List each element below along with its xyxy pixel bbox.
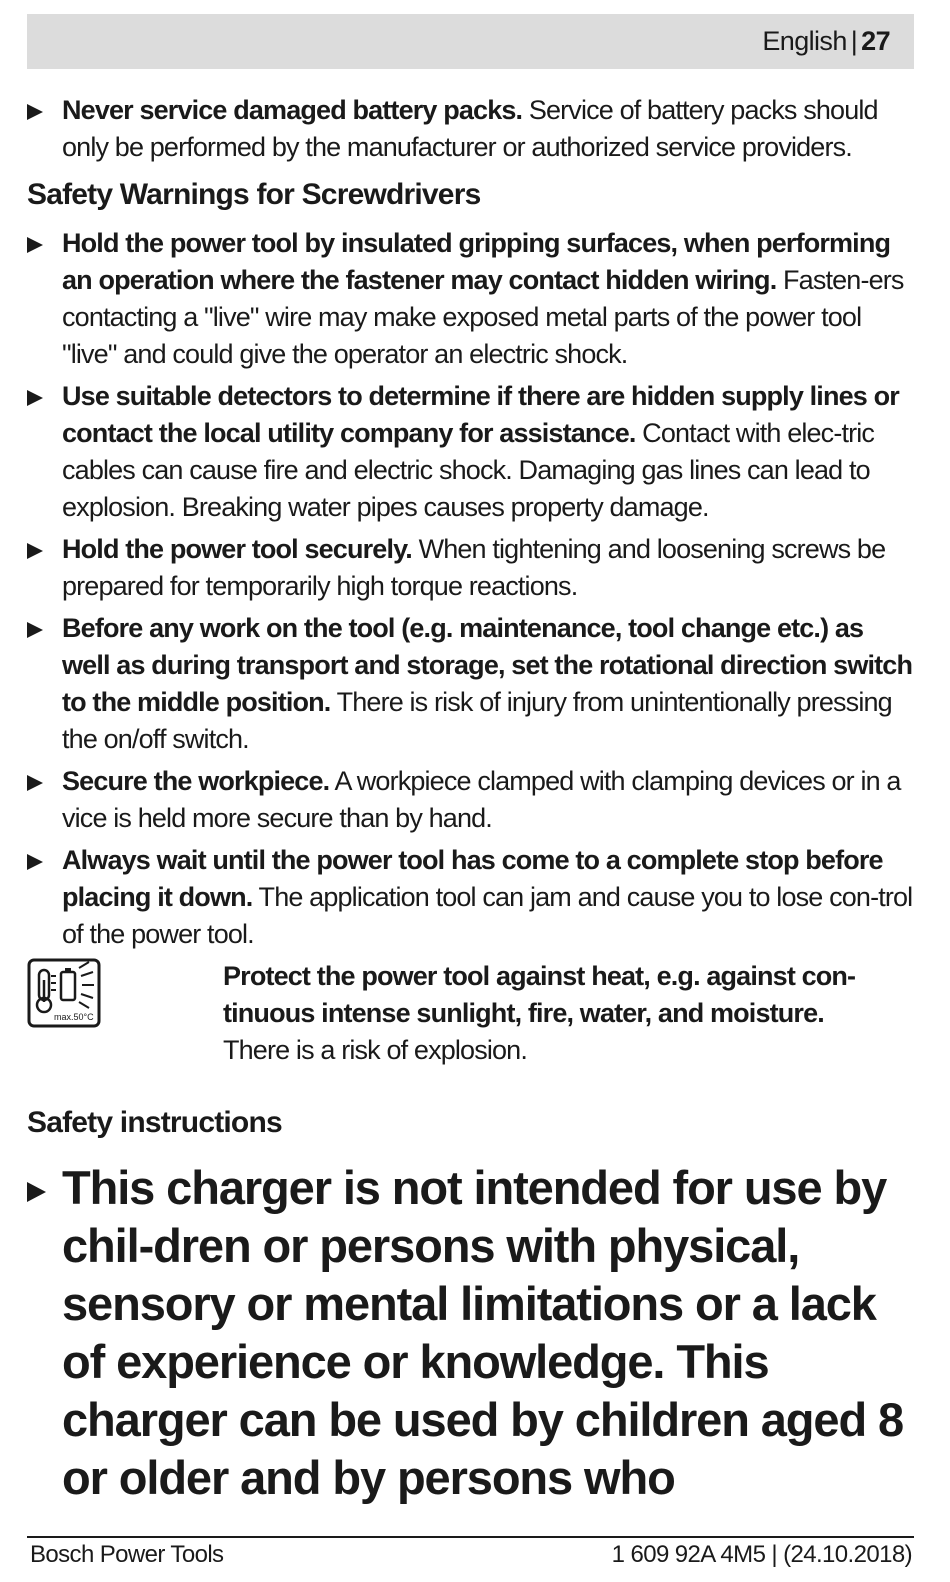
bullet-bold: Secure the workpiece. <box>62 766 330 796</box>
bullet-charger-warning <box>27 1159 914 1507</box>
header-language: English <box>762 26 847 56</box>
bullet-hold-securely <box>27 531 914 605</box>
bullet-arrow-icon <box>27 1182 46 1202</box>
footer-doc-id: 1 609 92A 4M5 | (24.10.2018) <box>611 1541 912 1568</box>
heat-warning <box>27 958 914 1070</box>
bullet-arrow-icon <box>27 854 43 870</box>
bullet-text: The application tool can jam and cause you to lose con-trol of the power tool. <box>62 882 913 949</box>
footer-brand: Bosch Power Tools <box>30 1541 224 1568</box>
header-separator: | <box>850 26 858 56</box>
bullet-bold: Always wait until the power tool has come to a complete stop before placing it down. <box>62 845 883 912</box>
header-text <box>762 26 890 57</box>
heat-warning-note: There is a risk of explosion. <box>223 1035 527 1065</box>
bullet-bold: Use suitable detectors to determine if there are hidden supply lines or contact the local utility company for assistance. <box>62 381 899 448</box>
bullet-complete-stop <box>27 842 914 953</box>
page-content <box>27 92 914 1507</box>
bullet-arrow-icon <box>27 390 43 406</box>
bullet-insulated-grip <box>27 225 914 373</box>
section-heading-safety-instructions: Safety instructions <box>27 1106 282 1139</box>
bullet-rotational-switch <box>27 610 914 758</box>
bullet-text: Service of battery packs should only be performed by the manufacturer or authorized service providers. <box>62 95 878 162</box>
header-page-number: 27 <box>861 26 890 56</box>
heat-warning-text <box>223 958 914 1069</box>
bullet-secure-workpiece <box>27 763 914 837</box>
bullet-detectors <box>27 378 914 526</box>
footer-rule <box>27 1536 914 1538</box>
bullet-arrow-icon <box>27 104 43 120</box>
bullet-text: Contact with elec-tric cables can cause fire and electric shock. Damaging gas lines can lead to explosion. Breaking water pipes causes property damage. <box>62 418 875 522</box>
bullet-text: There is risk of injury from unintentionally pressing the on/off switch. <box>62 687 892 754</box>
charger-warning-text: This charger is not intended for use by chil-dren or persons with physical, sensory or mental limitations or a lack of experience or knowledge. This charger can be used by children aged 8 or older and by persons who <box>62 1161 904 1504</box>
bullet-bold: Never service damaged battery packs. <box>62 95 523 125</box>
bullet-arrow-icon <box>27 775 43 791</box>
bullet-arrow-icon <box>27 543 43 559</box>
bullet-text: A workpiece clamped with clamping devices or in a vice is held more secure than by hand. <box>62 766 901 833</box>
bullet-bold: Hold the power tool by insulated gripping surfaces, when performing an operation where the fastener may contact hidden wiring. <box>62 228 891 295</box>
bullet-bold: Before any work on the tool (e.g. maintenance, tool change etc.) as well as during transport and storage, set the rotational direction switch to the middle position. <box>62 613 913 717</box>
heat-warning-bold: Protect the power tool against heat, e.g. against con-tinuous intense sunlight, fire, water, and moisture. <box>223 961 856 1028</box>
bullet-text: When tightening and loosening screws be prepared for temporarily high torque reactions. <box>62 534 886 601</box>
bullet-battery-service <box>27 92 914 166</box>
bullet-bold: Hold the power tool securely. <box>62 534 412 564</box>
heat-protection-icon <box>27 958 101 1028</box>
bullet-text: Fasten-ers contacting a "live" wire may make exposed metal parts of the power tool "live" and could give the operator an electric shock. <box>62 265 904 369</box>
page-header <box>27 14 914 69</box>
bullet-arrow-icon <box>27 622 43 638</box>
section-heading-screwdrivers: Safety Warnings for Screwdrivers <box>27 178 481 211</box>
heat-icon-label: max.50°C <box>54 1012 94 1022</box>
bullet-arrow-icon <box>27 237 43 253</box>
